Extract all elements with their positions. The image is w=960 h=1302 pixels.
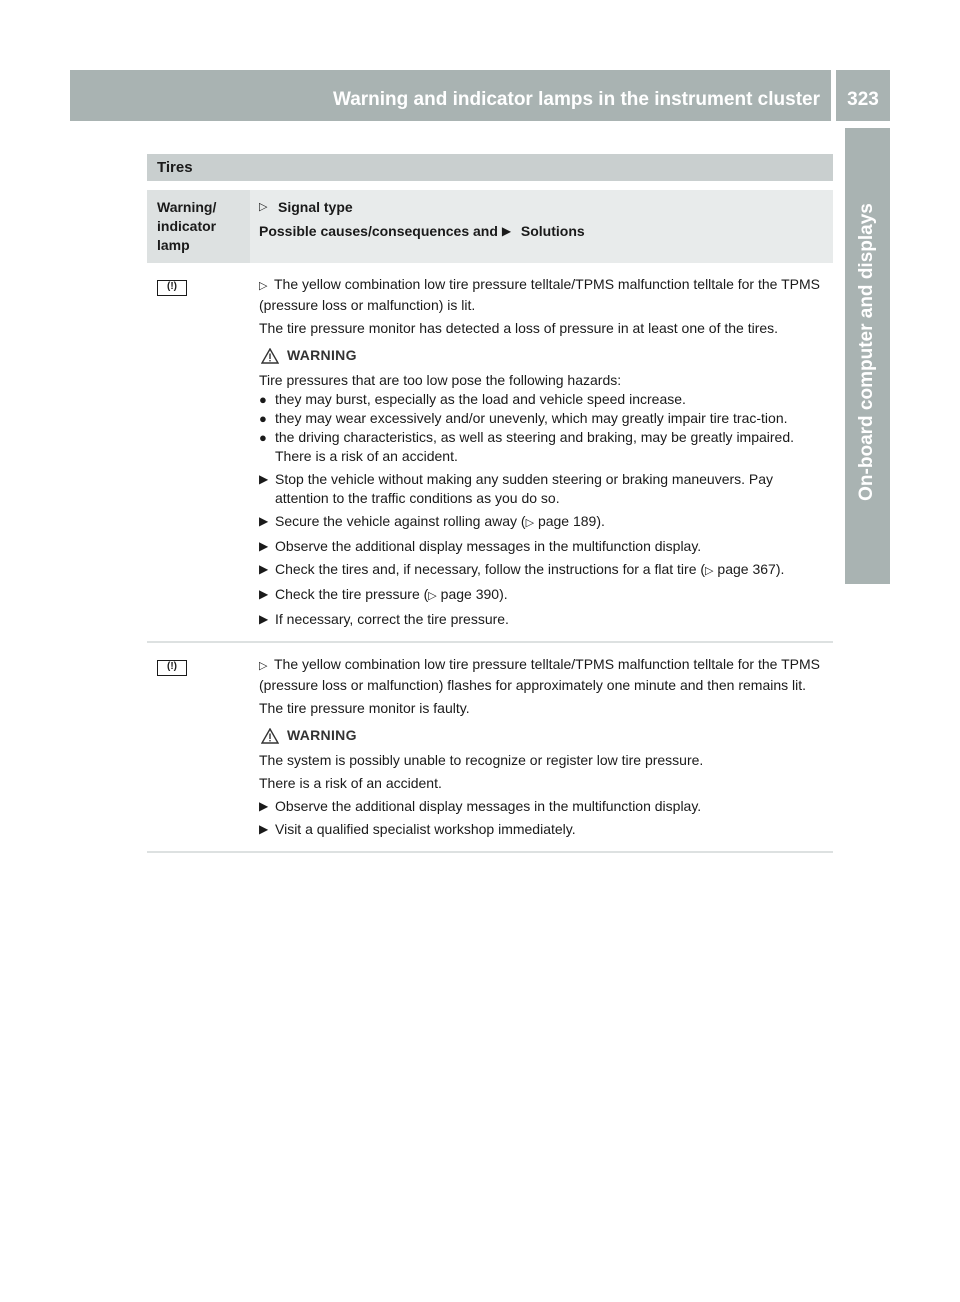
- step-arrow-icon: ▶: [259, 587, 269, 601]
- list-item: ▶ If necessary, correct the tire pressure.: [259, 611, 509, 627]
- causes-label: Possible causes/consequences and: [259, 223, 498, 239]
- lamp-column-header: Warning/ indicator lamp: [147, 190, 250, 263]
- solutions-label: Solutions: [520, 223, 585, 239]
- table-row: [147, 263, 833, 643]
- cause-text: The tire pressure monitor has detected a loss of pressure in at least one of the tires.: [259, 320, 779, 336]
- signal-type-label: Signal type: [278, 199, 353, 215]
- signal-description: The yellow combination low tire pressure telltale/TPMS malfunction telltale for the TPMS (pressure loss or malfunction) flashes for approximately one minute and then remains lit.: [259, 656, 820, 693]
- step-arrow-icon: ▶: [259, 612, 269, 626]
- list-item: ▶ Observe the additional display messages in the multifunction display.: [259, 798, 702, 814]
- risk-text: There is a risk of an accident.: [259, 775, 442, 791]
- signal-triangle-icon: ▷: [259, 201, 268, 213]
- list-item: ▶ Stop the vehicle without making any sudden steering or braking maneuvers. Pay attention to the traffic conditions as you do so.: [259, 471, 774, 506]
- page-reference[interactable]: page 367: [717, 561, 776, 577]
- list-item: ▶ Visit a qualified specialist workshop immediately.: [259, 821, 576, 837]
- signal-description: The yellow combination low tire pressure telltale/TPMS malfunction telltale for the TPMS (pressure loss or malfunction) is lit.: [259, 276, 820, 313]
- list-item: ▶ Check the tires and, if necessary, follow the instructions for a flat tire (▷ page 367).: [259, 560, 829, 581]
- list-item: ▶ Secure the vehicle against rolling away (▷ page 189).: [259, 512, 829, 533]
- warning-heading: WARNING: [259, 346, 829, 365]
- list-item: ● the driving characteristics, as well as steering and braking, may be greatly impaired.: [259, 429, 795, 445]
- arrow-right-icon: ▶: [501, 224, 512, 238]
- bullet-icon: ●: [259, 392, 267, 407]
- tire-pressure-lamp-icon: (!): [157, 280, 187, 296]
- page-header-title: Warning and indicator lamps in the instrument cluster: [332, 89, 820, 110]
- page-reference[interactable]: page 390: [440, 586, 500, 602]
- list-item: ● they may wear excessively and/or unevenly, which may greatly impair tire trac-tion.: [259, 410, 788, 426]
- step-arrow-icon: ▶: [259, 562, 269, 576]
- list-item: ▶ Observe the additional display messages in the multifunction display.: [259, 538, 702, 554]
- step-arrow-icon: ▶: [259, 514, 269, 528]
- tires-table: [147, 154, 833, 853]
- bullet-icon: ●: [259, 430, 267, 445]
- warning-text: The system is possibly unable to recognize or register low tire pressure.: [259, 752, 704, 768]
- page-ref-icon: ▷: [428, 590, 437, 602]
- page-ref-icon: ▷: [525, 517, 535, 529]
- tire-pressure-lamp-icon: (!): [157, 660, 187, 676]
- step-arrow-icon: ▶: [259, 472, 269, 486]
- signal-triangle-icon: ▷: [259, 660, 268, 672]
- warning-intro: Tire pressures that are too low pose the following hazards:: [259, 372, 622, 388]
- page-number: 323: [847, 89, 879, 110]
- table-title: Tires: [147, 154, 833, 181]
- step-arrow-icon: ▶: [259, 539, 269, 553]
- list-item: ▶ Check the tire pressure (▷ page 390).: [259, 585, 829, 606]
- table-row: [147, 643, 833, 853]
- bullet-icon: ●: [259, 411, 267, 426]
- warning-heading: WARNING: [259, 726, 829, 745]
- signal-triangle-icon: ▷: [259, 280, 268, 292]
- step-arrow-icon: ▶: [259, 822, 269, 836]
- cause-text: The tire pressure monitor is faulty.: [259, 700, 470, 716]
- table-header: [147, 190, 833, 263]
- warning-triangle-icon: [261, 348, 279, 364]
- step-arrow-icon: ▶: [259, 799, 269, 813]
- side-tab-label: On-board computer and displays: [856, 203, 877, 501]
- list-item: ● they may burst, especially as the load and vehicle speed increase.: [259, 391, 686, 407]
- text-column-header: [250, 190, 833, 263]
- warning-triangle-icon: [261, 728, 279, 744]
- risk-text: There is a risk of an accident.: [275, 448, 458, 464]
- page-ref-icon: ▷: [705, 565, 714, 577]
- page-reference[interactable]: page 189: [537, 513, 597, 529]
